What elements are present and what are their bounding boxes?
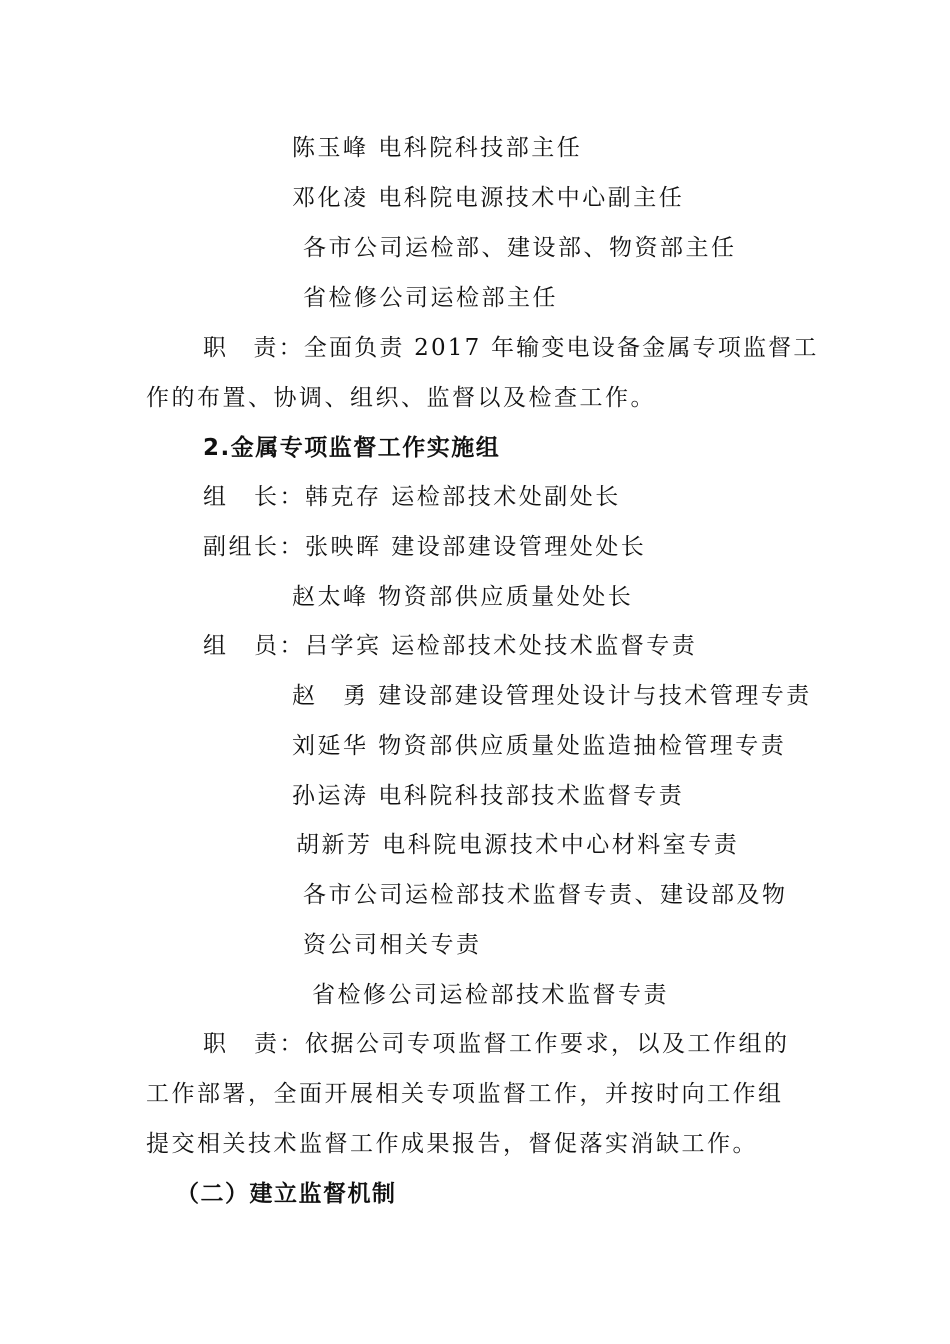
member-line: 孙运涛 电科院科技部技术监督专责 (292, 783, 685, 809)
member-line: 资公司相关专责 (303, 932, 482, 958)
duty-paragraph-line: 职 责：全面负责 2017 年输变电设备金属专项监督工 (203, 335, 819, 361)
group-leader-line: 组 长：韩克存 运检部技术处副处长 (203, 484, 621, 510)
member-line: 邓化凌 电科院电源技术中心副主任 (292, 185, 685, 211)
member-line: 各市公司运检部技术监督专责、建设部及物 (303, 882, 788, 908)
deputy-leader-line: 赵太峰 物资部供应质量处处长 (292, 584, 634, 610)
duty-paragraph-line: 职 责：依据公司专项监督工作要求，以及工作组的 (203, 1031, 790, 1057)
member-line: 各市公司运检部、建设部、物资部主任 (303, 235, 737, 261)
member-line: 陈玉峰 电科院科技部主任 (292, 135, 583, 161)
member-line: 省检修公司运检部主任 (303, 285, 558, 311)
member-line: 赵 勇 建设部建设管理处设计与技术管理专责 (292, 683, 812, 709)
member-line: 胡新芳 电科院电源技术中心材料室专责 (296, 832, 740, 858)
section-heading: （二）建立监督机制 (176, 1181, 397, 1207)
section-subheading: 2.金属专项监督工作实施组 (203, 435, 501, 461)
duty-paragraph-line: 作的布置、协调、组织、监督以及检查工作。 (146, 385, 656, 411)
deputy-leader-line: 副组长：张映晖 建设部建设管理处处长 (203, 534, 647, 560)
member-line: 组 员：吕学宾 运检部技术处技术监督专责 (203, 633, 698, 659)
duty-paragraph-line: 工作部署，全面开展相关专项监督工作，并按时向工作组 (146, 1081, 784, 1107)
duty-paragraph-line: 提交相关技术监督工作成果报告，督促落实消缺工作。 (146, 1131, 758, 1157)
member-line: 省检修公司运检部技术监督专责 (312, 982, 669, 1008)
member-line: 刘延华 物资部供应质量处监造抽检管理专责 (292, 733, 787, 759)
